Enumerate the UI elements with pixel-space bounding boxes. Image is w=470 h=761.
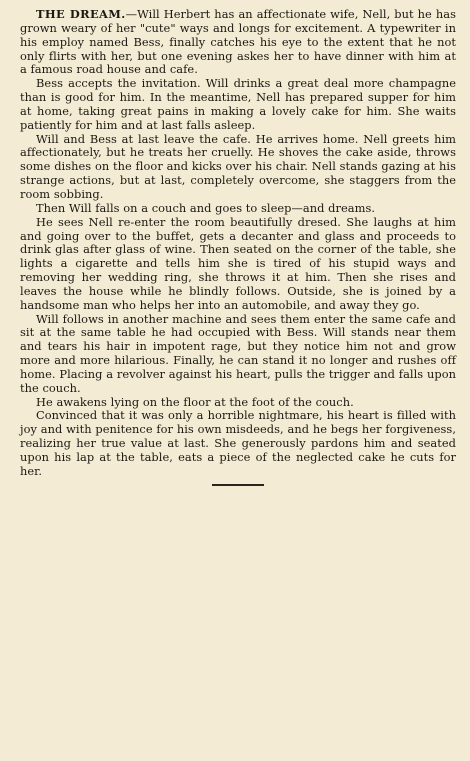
article-paragraph-8: Convinced that it was only a horrible nightmare, his heart is filled with joy and with penitence for his own misdeeds, and he begs her forgiveness, realizing her true value at last. She generously pardons him and seated upon his lap at the table, eats a piece of the neglected cake he cuts for her. bbox=[20, 408, 456, 478]
article-paragraph-1 bbox=[20, 8, 456, 77]
article-paragraph-3: Will and Bess at last leave the cafe. He arrives home. Nell greets him affectionately, but he treats her cruelly. He shoves the cake aside, throws some dishes on the floor and kicks over his chair. Nell stands gazing at his strange actions, but at last, completely overcome, she staggers from the room sobbing. bbox=[20, 131, 456, 201]
article-paragraph-1-text: —Will Herbert has an affectionate wife, Nell, but he has grown weary of her "cute" ways and longs for excitement. A typewriter in his employ named Bess, finally catches his eye to the extent that he not only flirts with her, but one evening askes her to have dinner with him at a famous road house and cafe. bbox=[20, 7, 456, 77]
article-paragraph-5: He sees Nell re-enter the room beautifully dresed. She laughs at him and going over to the buffet, gets a decanter and glass and proceeds to drink glas after glass of wine. Then seated on the corner of the table, she lights a cigarette and tells him she is tired of his stupid ways and removing her wedding ring, she throws it at him. Then she rises and leaves the house while he blindly follows. Outside, she is joined by a handsome man who helps her into an automobile, and away they go. bbox=[20, 214, 456, 312]
article-paragraph-4: Then Will falls on a couch and goes to sleep—and dreams. bbox=[36, 200, 376, 215]
article-paragraph-7: He awakens lying on the floor at the foot of the couch. bbox=[36, 394, 354, 409]
article-headline: THE DREAM. bbox=[36, 7, 126, 21]
article-paragraph-6: Will follows in another machine and sees them enter the same cafe and sit at the same table he had occupied with Bess. Will stands near them and tears his hair in impotent rage, but they notice him not and grow more and more hilarious. Finally, he can stand it no longer and rushes off home. Placing a revolver against his heart, pulls the trigger and falls upon the couch. bbox=[20, 311, 456, 395]
article-paragraph-2: Bess accepts the invitation. Will drinks a great deal more champagne than is good for him. In the meantime, Nell has prepared supper for him at home, taking great pains in making a lovely cake for him. She waits patiently for him and at last falls asleep. bbox=[20, 76, 456, 132]
end-divider bbox=[212, 484, 264, 486]
